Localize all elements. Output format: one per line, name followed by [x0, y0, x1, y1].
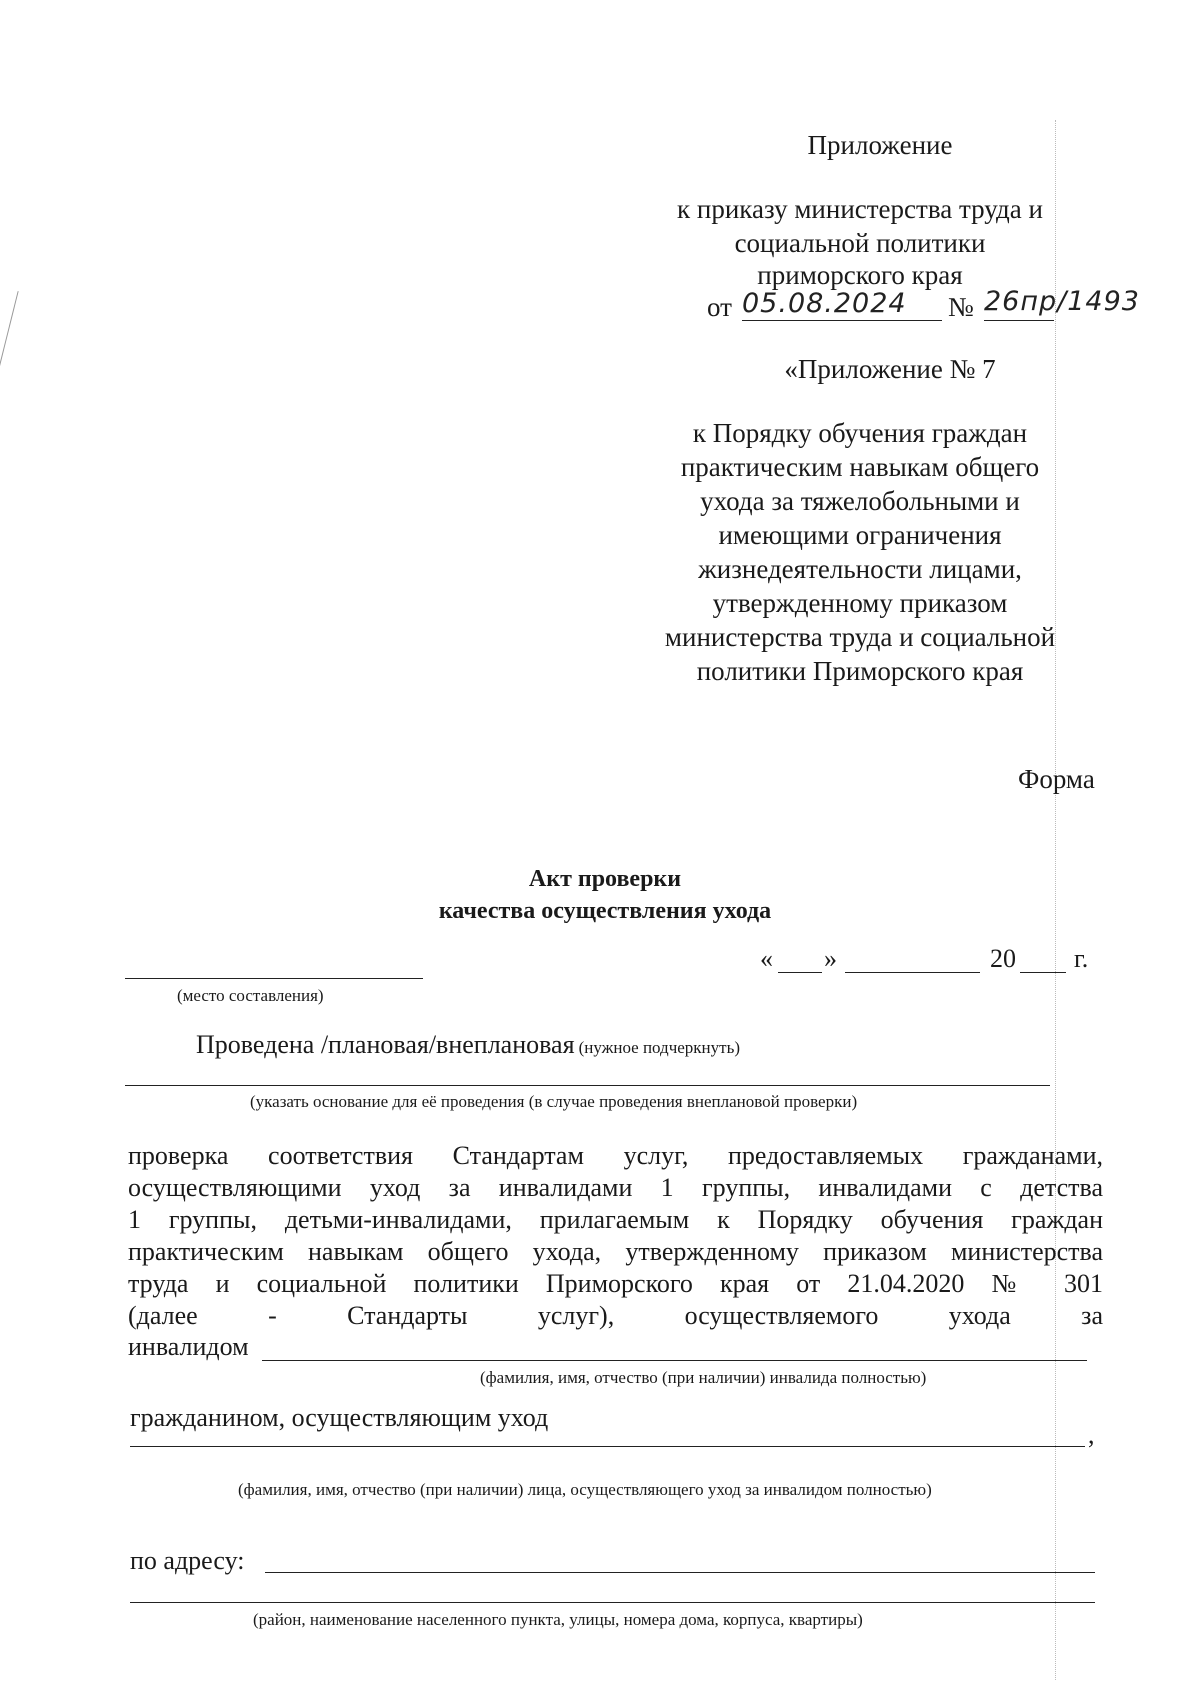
procedure-line-7: министерства труда и социальной: [664, 622, 1056, 652]
paragraph-line-5: труда и социальной политики Приморского края от 21.04.2020 № 301: [128, 1269, 1103, 1298]
date-year-underline: [1020, 972, 1066, 973]
document-title-line-1: Акт проверки: [528, 866, 682, 892]
place-underline: [125, 978, 423, 979]
order-line-3: приморского края: [757, 260, 963, 290]
procedure-line-1: к Порядку обучения граждан: [692, 418, 1028, 448]
procedure-line-6: утвержденному приказом: [712, 588, 1008, 618]
date-month-underline: [845, 972, 980, 973]
invalid-label: инвалидом: [128, 1332, 249, 1361]
order-date-underline: [742, 320, 942, 321]
procedure-line-2: практическим навыкам общего: [680, 452, 1040, 482]
scan-artifact-stroke: [0, 291, 19, 369]
procedure-line-5: жизнедеятельности лицами,: [698, 554, 1022, 584]
invalid-caption: (фамилия, имя, отчество (при наличии) инвалида полностью): [480, 1368, 927, 1387]
place-caption: (место составления): [177, 986, 324, 1005]
date-year-prefix: 20: [990, 944, 1016, 973]
basis-caption: (указать основание для её проведения (в случае проведения внеплановой проверки): [250, 1092, 858, 1111]
order-date-handwritten: 05.08.2024: [742, 288, 907, 319]
caregiver-comma: ,: [1088, 1420, 1095, 1449]
date-close-quote: »: [824, 944, 837, 973]
document-title-line-2: качества осуществления ухода: [438, 898, 772, 924]
paragraph-line-6: (далее - Стандарты услуг), осуществляемого ухода за: [128, 1301, 1103, 1330]
basis-underline: [125, 1085, 1050, 1086]
order-number-underline: [984, 320, 1054, 321]
date-open-quote: «: [760, 944, 773, 973]
conducted-note: (нужное подчеркнуть): [578, 1038, 740, 1057]
procedure-line-3: ухода за тяжелобольными и: [700, 486, 1020, 516]
appendix-heading: Приложение: [807, 130, 953, 160]
caregiver-label: гражданином, осуществляющим уход: [130, 1403, 549, 1432]
address-caption: (район, наименование населенного пункта, улицы, номера дома, корпуса, квартиры): [253, 1610, 863, 1629]
address-underline-2: [130, 1602, 1095, 1603]
conducted-line: [196, 1030, 740, 1060]
order-number-label: №: [948, 292, 974, 322]
order-line-2: социальной политики: [734, 228, 986, 258]
conducted-text: Проведена /плановая/внеплановая: [196, 1030, 575, 1059]
procedure-line-4: имеющими ограничения: [718, 520, 1002, 550]
appendix7-heading: «Приложение № 7: [784, 354, 996, 384]
address-underline-1: [265, 1572, 1095, 1573]
paragraph-line-3: 1 группы, детьми-инвалидами, прилагаемым к Порядку обучения граждан: [128, 1205, 1103, 1234]
invalid-underline: [262, 1360, 1087, 1361]
caregiver-underline: [130, 1446, 1085, 1447]
paragraph-line-1: проверка соответствия Стандартам услуг, предоставляемых гражданами,: [128, 1141, 1103, 1170]
address-label: по адресу:: [130, 1546, 245, 1575]
order-date-label: от: [707, 292, 732, 322]
date-year-suffix: г.: [1074, 944, 1089, 973]
date-day-underline: [778, 972, 822, 973]
paragraph-line-2: осуществляющими уход за инвалидами 1 группы, инвалидами с детства: [128, 1173, 1103, 1202]
procedure-line-8: политики Приморского края: [696, 656, 1024, 686]
paragraph-line-4: практическим навыкам общего ухода, утвержденному приказом министерства: [128, 1237, 1103, 1266]
order-number-handwritten: 26пр/1493: [984, 286, 1140, 317]
form-label: Форма: [1018, 764, 1095, 794]
caregiver-caption: (фамилия, имя, отчество (при наличии) лица, осуществляющего уход за инвалидом полностью): [238, 1480, 932, 1499]
order-line-1: к приказу министерства труда и: [677, 194, 1043, 224]
